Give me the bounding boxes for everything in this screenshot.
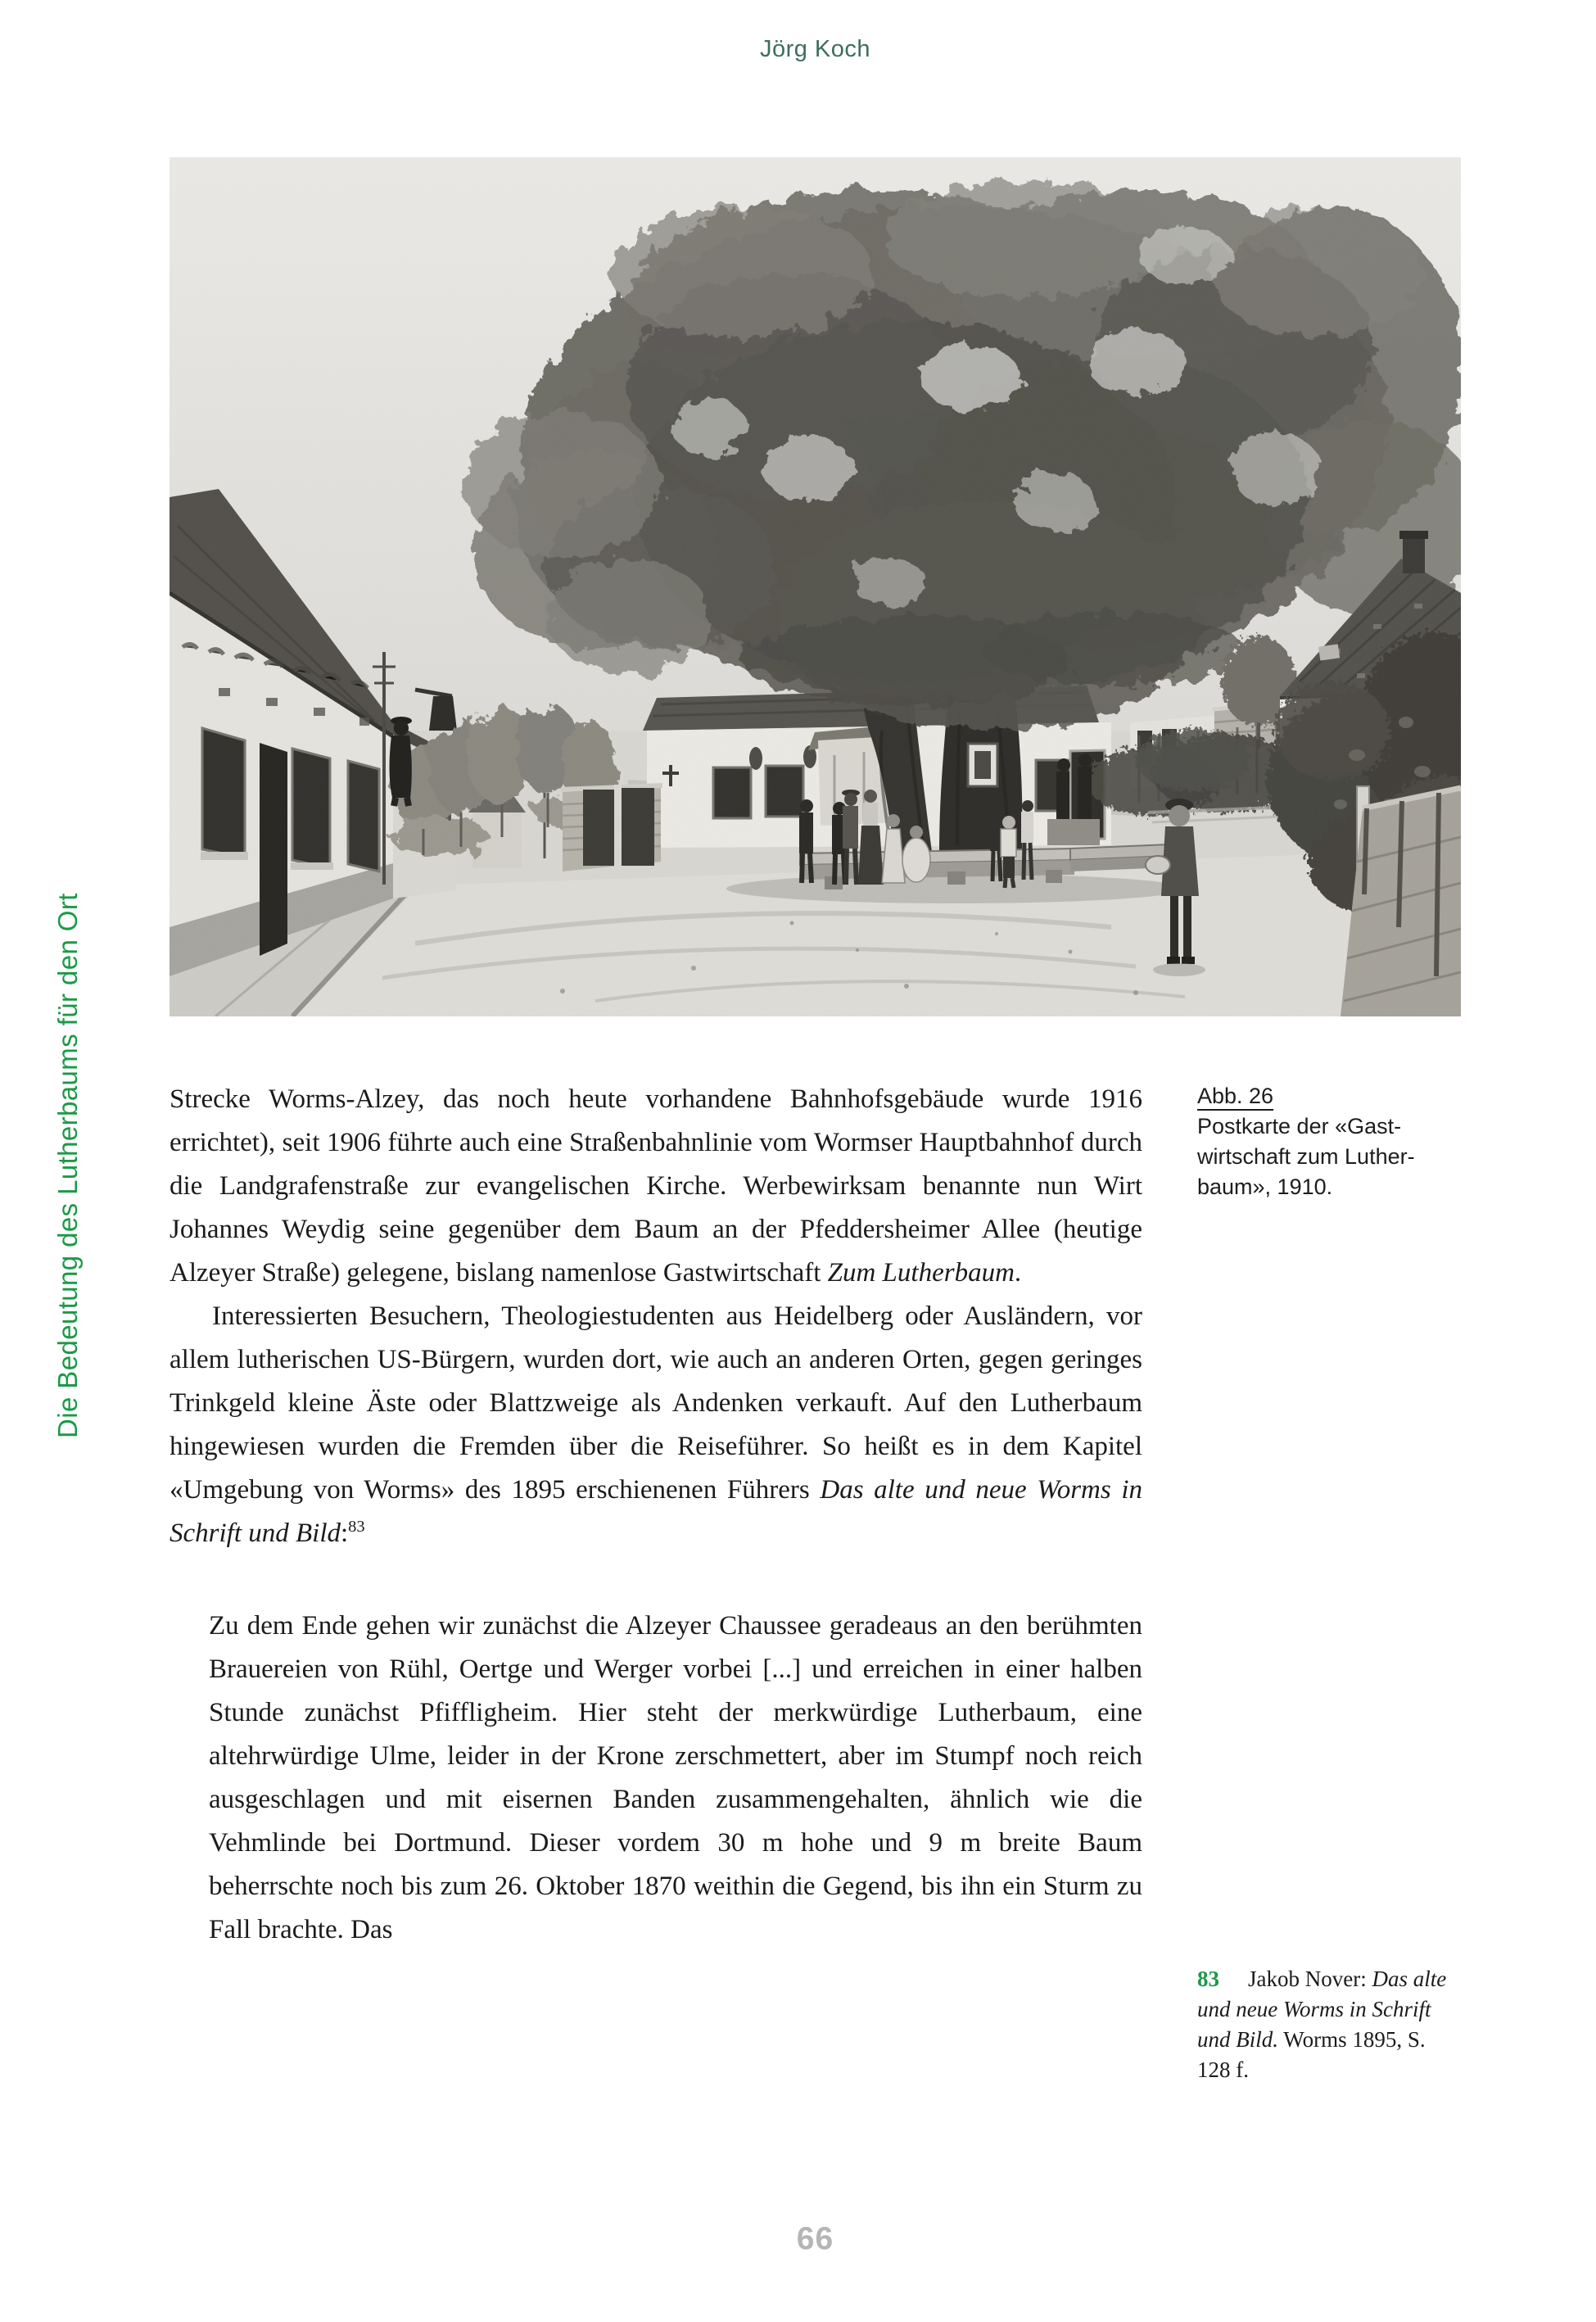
footnote-title-italic: Das alte und neue Worms in Schrift und Bild.: [1197, 1967, 1447, 2052]
page-number: 66: [796, 2221, 834, 2256]
paragraph-2-italic-title: Das alte und neue Worms in Schrift und Bild: [170, 1475, 1142, 1548]
footnote-author: Jakob Nover:: [1248, 1967, 1372, 1991]
footnote-number: 83: [1197, 1967, 1219, 1991]
block-quote: Zu dem Ende gehen wir zunächst die Alzeyer Chaussee geradeaus an den berühmten Brauereien von Rühl, Oertge und Werger vorbei [...] und erreichen in einer halben Stunde zunächst Pfiffligheim. Hier steht der merkwürdige Lutherbaum, eine altehrwürdige Ulme, leider in der Krone zerschmettert, aber im Stumpf noch reich ausgeschlagen und mit eisernen Banden zusammengehalten, ähnlich wie die Vehmlinde bei Dortmund. Dieser vordem 30 m hohe und 9 m breite Baum beherrschte noch bis zum 26. Oktober 1870 weithin die Gegend, bis ihn ein Sturm zu Fall brachte. Das: [209, 1611, 1142, 1944]
page-header-author: Jörg Koch: [759, 36, 871, 62]
photo-grain-overlay: [170, 157, 1461, 1016]
body-text-column: [170, 1078, 1142, 1952]
paragraph-1-italic-title: Zum Lutherbaum: [827, 1258, 1015, 1288]
footnote-publication: Worms 1895, S. 128 f.: [1197, 2027, 1426, 2082]
paragraph-1-text: Strecke Worms-Alzey, das noch heute vorhandene Bahnhofsgebäude wurde 1916 errichtet), seit 1906 führte auch eine Straßenbahnlinie vom Wormser Hauptbahnhof durch die Landgrafenstraße zur evangelischen Kirche. Werbewirksam benannte nun Wirt Johannes Weydig seine gegenüber dem Baum an der Pfeddersheimer Allee (heutige Alzeyer Straße) gelegene, bislang namenlose Gastwirtschaft: [170, 1084, 1142, 1288]
figure-caption: [1197, 1081, 1453, 1202]
paragraph-2: Interessierten Besuchern, Theologiestudenten aus Heidelberg oder Ausländern, vor allem lutherischen US-Bürgern, wurden dort, wie auch an anderen Orten, gegen geringes Trinkgeld kleine Äste oder Blattzweige als Andenken verkauft. Auf den Lutherbaum hingewiesen wurden die Fremden über die Reiseführer. So heißt es in dem Kapitel «Umgebung von Worms» des 1895 erschienenen Führers Das alte und neue Worms in Schrift und Bild:$^{83}$: [170, 1301, 1142, 1548]
figure-caption-line: Postkarte der «Gast-: [1197, 1114, 1402, 1138]
chapter-title-vertical: Die Bedeutung des Lutherbaums für den Ort: [52, 893, 83, 1438]
figure-caption-line: wirtschaft zum Luther-: [1197, 1144, 1415, 1169]
footnote: [1197, 1964, 1458, 2085]
paragraph-2-text: Interessierten Besuchern, Theologiestudenten aus Heidelberg oder Ausländern, vor allem lutherischen US-Bürgern, wurden dort, wie auch an anderen Orten, gegen geringes Trinkgeld kleine Äste oder Blattzweige als Andenken verkauft. Auf den Lutherbaum hingewiesen wurden die Fremden über die Reiseführer. So heißt es in dem Kapitel «Umgebung von Worms» des 1895 erschienenen Führers: [170, 1301, 1142, 1505]
figure-photo-lutherbaum-postcard: [170, 157, 1461, 1016]
figure-caption-label: Abb. 26: [1197, 1084, 1274, 1108]
footnote-reference: 83: [348, 1518, 365, 1536]
paragraph-1: Strecke Worms-Alzey, das noch heute vorhandene Bahnhofsgebäude wurde 1916 errichtet), seit 1906 führte auch eine Straßenbahnlinie vom Wormser Hauptbahnhof durch die Landgrafenstraße zur evangelischen Kirche. Werbewirksam benannte nun Wirt Johannes Weydig seine gegenüber dem Baum an der Pfeddersheimer Allee (heutige Alzeyer Straße) gelegene, bislang namenlose Gastwirtschaft Zum Lutherbaum.: [170, 1084, 1142, 1288]
figure-caption-line: baum», 1910.: [1197, 1175, 1333, 1199]
photo-illustration: [170, 157, 1461, 1016]
